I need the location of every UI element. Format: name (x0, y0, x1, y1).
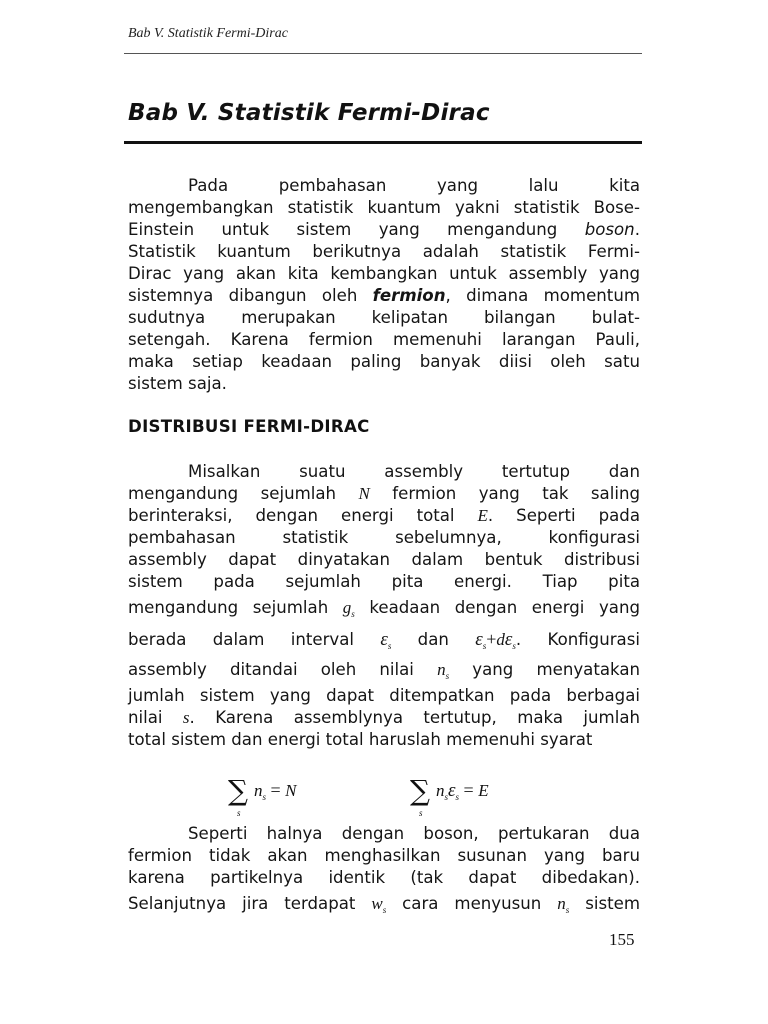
header-divider (124, 53, 642, 54)
text-line: sistem pada sejumlah pita energi. Tiap pita (128, 572, 640, 591)
text-line: sistem saja. (128, 374, 227, 393)
sum-symbol: ∑ (228, 774, 248, 807)
text-line: nilai s. Karena assemblynya tertutup, maka jumlah (128, 708, 641, 727)
text-line: maka setiap keadaan paling banyak diisi oleh satu (128, 352, 640, 371)
text-line: total sistem dan energi total haruslah memenuhi syarat (128, 730, 593, 749)
body-paragraph (128, 461, 640, 751)
section-heading: DISTRIBUSI FERMI-DIRAC (128, 417, 370, 436)
continuation-paragraph (128, 823, 640, 919)
sum-symbol: ∑ (410, 774, 430, 807)
math-w: w (371, 894, 383, 913)
title-divider (124, 141, 642, 144)
text-line: fermion tidak akan menghasilkan susunan yang baru (128, 846, 640, 865)
running-header: Bab V. Statistik Fermi-Dirac (128, 26, 288, 41)
text-line: assembly ditandai oleh nilai $n_s$ yang menyatakan (128, 660, 640, 681)
text-line: Dirac yang akan kita kembangkan untuk assembly yang (128, 264, 640, 283)
term-boson: boson (584, 220, 635, 239)
text-line: Einstein untuk sistem yang mengandung boson. (128, 220, 640, 239)
math-g: g (342, 598, 352, 617)
math-E: E (477, 506, 488, 525)
text-line: pembahasan statistik sebelumnya, konfigurasi (128, 528, 640, 547)
text-line: mengandung sejumlah N fermion yang tak saling (128, 484, 640, 503)
text-line: setengah. Karena fermion memenuhi larangan Pauli, (128, 330, 640, 349)
text-line: berada dalam interval $\varepsilon_s$ dan $\varepsilon_s+d\varepsilon_s$. Konfigurasi (128, 629, 640, 651)
text-line: Misalkan suatu assembly tertutup dan (188, 462, 640, 481)
text-line: mengandung sejumlah $g_s$ keadaan dengan energi yang (128, 598, 640, 619)
page-number: 155 (609, 930, 635, 949)
math-s: s (182, 708, 190, 727)
math-N: N (358, 484, 370, 503)
chapter-title: Bab V. Statistik Fermi-Dirac (128, 100, 490, 126)
text-line: berinteraksi, dengan energi total E. Seperti pada (128, 506, 640, 525)
text-line: karena partikelnya identik (tak dapat dibedakan). (128, 868, 640, 887)
intro-paragraph (128, 175, 640, 395)
text-line: assembly dapat dinyatakan dalam bentuk distribusi (128, 550, 640, 569)
text-line: jumlah sistem yang dapat ditempatkan pada berbagai (128, 686, 640, 705)
text-line: sudutnya merupakan kelipatan bilangan bulat- (128, 308, 640, 327)
text-line: Statistik kuantum berikutnya adalah statistik Fermi- (128, 242, 640, 261)
text-line: sistemnya dibangun oleh fermion, dimana momentum (128, 286, 640, 305)
text-line: Seperti halnya dengan boson, pertukaran dua (188, 824, 640, 843)
math-n: n (437, 660, 446, 679)
text-line: mengembangkan statistik kuantum yakni statistik Bose- (128, 198, 640, 217)
constraint-equations: ∑ s $n_s = N$ ∑ s $n_s\varepsilon_s = E$ (228, 774, 489, 818)
text-line: Pada pembahasan yang lalu kita (188, 176, 640, 195)
text-line: Selanjutnya jira terdapat $w_s$ cara menyusun $n_s$ sistem (128, 894, 640, 915)
term-fermion: fermion (372, 286, 446, 305)
math-epsilon: ε (380, 629, 388, 650)
